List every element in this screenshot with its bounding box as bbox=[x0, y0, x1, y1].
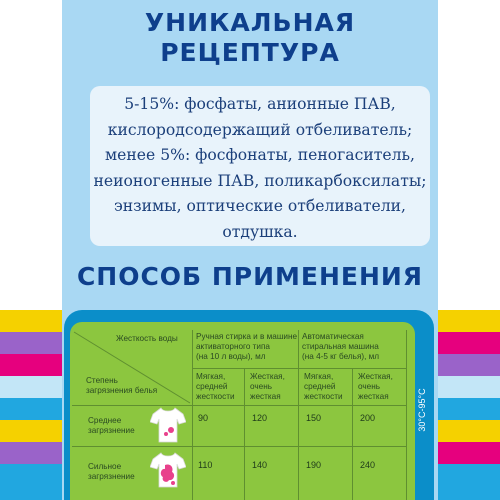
header-line: Автоматическая bbox=[302, 332, 364, 341]
recipe-line: менее 5%: фосфонаты, пеногаситель, bbox=[105, 146, 415, 165]
recipe-line: энзимы, оптические отбеливатели, bbox=[114, 197, 406, 216]
row-label-line: Среднее bbox=[88, 416, 122, 425]
header-soft-water bbox=[304, 372, 343, 402]
header-line: средней bbox=[304, 382, 336, 391]
header-line: Жесткая, bbox=[250, 372, 285, 381]
right-decorative-stripes bbox=[438, 300, 500, 500]
header-line: жесткая bbox=[358, 392, 389, 401]
heading-unique: УНИКАЛЬНАЯ bbox=[144, 8, 356, 37]
table-divider bbox=[192, 368, 406, 369]
header-water-hardness: Жесткость воды bbox=[116, 334, 178, 343]
header-soil-line: Степень bbox=[86, 376, 118, 385]
recipe-line: неионогенные ПАВ, поликарбоксилаты; bbox=[93, 171, 427, 190]
row-label-medium-soil bbox=[88, 416, 135, 436]
dose-value: 110 bbox=[198, 460, 213, 470]
header-line: (на 4-5 кг белья), мл bbox=[302, 352, 380, 361]
header-line: Мягкая, bbox=[304, 372, 334, 381]
table-divider bbox=[406, 330, 407, 500]
dose-value: 90 bbox=[198, 413, 209, 423]
header-line: жесткости bbox=[304, 392, 343, 401]
header-line: жесткости bbox=[196, 392, 235, 401]
dose-value: 200 bbox=[360, 413, 376, 423]
row-label-line: Сильное bbox=[88, 462, 122, 471]
header-soil-level bbox=[86, 376, 157, 396]
dose-value: 150 bbox=[306, 413, 322, 423]
table-divider bbox=[298, 330, 299, 500]
left-decorative-stripes bbox=[0, 300, 62, 500]
table-divider bbox=[72, 405, 406, 406]
dose-value: 190 bbox=[306, 460, 322, 470]
header-line: активаторного типа bbox=[196, 342, 270, 351]
dose-value: 140 bbox=[252, 460, 268, 470]
row-label-heavy-soil bbox=[88, 462, 135, 482]
header-line: очень bbox=[250, 382, 272, 391]
dose-value: 240 bbox=[360, 460, 376, 470]
header-soft-water bbox=[196, 372, 235, 402]
recipe-line: кислородсодержащий отбеливатель; bbox=[107, 120, 413, 139]
table-divider bbox=[72, 446, 406, 447]
header-line: жесткая bbox=[250, 392, 281, 401]
table-divider bbox=[244, 368, 245, 500]
heading-usage: СПОСОБ ПРИМЕНЕНИЯ bbox=[76, 262, 424, 291]
header-line: (на 10 л воды), мл bbox=[196, 352, 266, 361]
header-line: очень bbox=[358, 382, 380, 391]
shirt-lightly-stained-icon bbox=[150, 406, 186, 444]
header-hard-water bbox=[358, 372, 393, 402]
table-divider bbox=[192, 330, 193, 500]
header-line: Ручная стирка и в машине bbox=[196, 332, 298, 341]
recipe-text bbox=[90, 92, 430, 246]
header-hard-water bbox=[250, 372, 285, 402]
heading-formula: РЕЦЕПТУРА bbox=[160, 38, 340, 67]
recipe-line: отдушка. bbox=[222, 222, 298, 241]
row-label-line: загрязнение bbox=[88, 426, 135, 435]
shirt-heavily-stained-icon bbox=[150, 450, 186, 490]
header-hand-wash bbox=[196, 332, 297, 362]
table-divider bbox=[352, 368, 353, 500]
header-line: Жесткая, bbox=[358, 372, 393, 381]
header-line: Мягкая, bbox=[196, 372, 226, 381]
header-line: средней bbox=[196, 382, 228, 391]
dose-value: 120 bbox=[252, 413, 268, 423]
header-automatic-machine bbox=[302, 332, 379, 362]
recipe-line: 5-15%: фосфаты, анионные ПАВ, bbox=[124, 95, 396, 113]
header-soil-line: загрязнения белья bbox=[86, 386, 158, 395]
row-label-line: загрязнение bbox=[88, 472, 135, 481]
temperature-label: 30°C-95°C bbox=[417, 388, 427, 432]
header-line: стиральная машина bbox=[302, 342, 379, 351]
